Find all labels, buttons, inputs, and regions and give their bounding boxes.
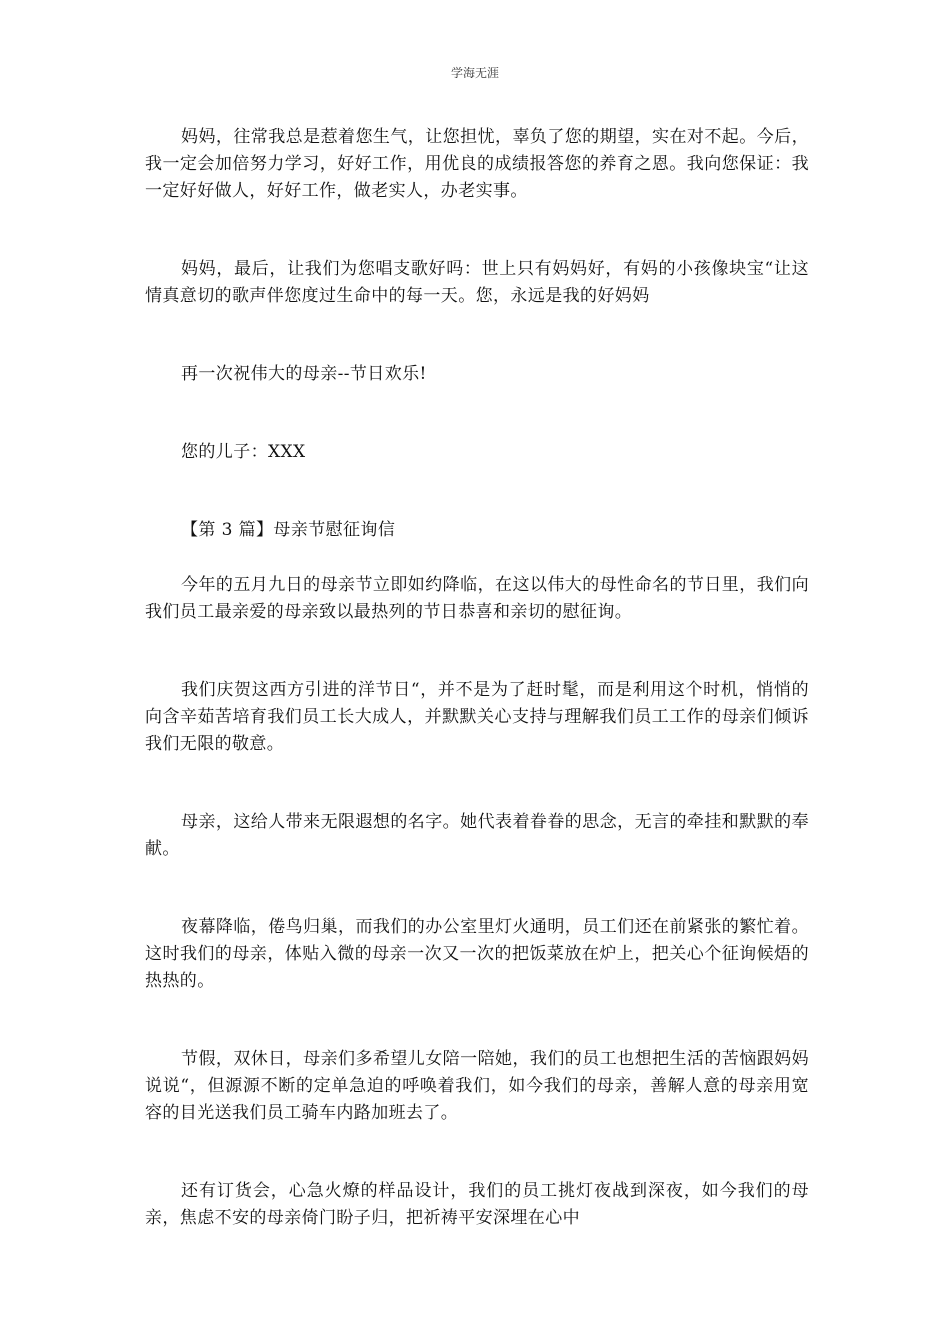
paragraph-signature: 您的儿子：XXX <box>181 442 306 462</box>
paragraph-intro: 今年的五月九日的母亲节立即如约降临，在这以伟大的母性命名的节日里，我们向我们员工最亲爱的母亲致以最热列的节日恭喜和亲切的慰征询。 <box>145 575 809 622</box>
paragraph-greeting: 再一次祝伟大的母亲--节日欢乐! <box>181 364 427 384</box>
paragraph-holidays: 节假，双休日，母亲们多希望儿女陪一陪她，我们的员工也想把生活的苦恼跟妈妈说说“，但源源不断的定单急迫的呼唤着我们，如今我们的母亲，善解人意的母亲用宽容的目光送我们员工骑车内路加班去了。 <box>145 1049 809 1123</box>
page-header: 学海无涯 <box>450 66 499 80</box>
paragraph-nightfall: 夜幕降临，倦鸟归巢，而我们的办公室里灯火通明，员工们还在前紧张的繁忙着。这时我们的母亲，体贴入微的母亲一次又一次的把饭菜放在炉上，把关心个征询候焐的热热的。 <box>145 917 809 991</box>
document-body <box>145 124 809 1232</box>
paragraph-song: 妈妈，最后，让我们为您唱支歌好吗：世上只有妈妈好，有妈的小孩像块宝“让这情真意切的歌声伴您度过生命中的每一天。您，永远是我的好妈妈 <box>145 259 809 306</box>
section-title: 【第 3 篇】母亲节慰征询信 <box>181 520 396 540</box>
paragraph-orders: 还有订货会，心急火燎的样品设计，我们的员工挑灯夜战到深夜，如今我们的母亲，焦虑不安的母亲倚门盼子归，把祈祷平安深埋在心中 <box>145 1181 809 1228</box>
paragraph-celebration: 我们庆贺这西方引进的洋节日“，并不是为了赶时髦，而是利用这个时机，悄悄的向含辛茹苦培育我们员工长大成人，并默默关心支持与理解我们员工工作的母亲们倾诉我们无限的敬意。 <box>145 680 809 754</box>
paragraph-mother-name: 母亲，这给人带来无限遐想的名字。她代表着眷眷的思念，无言的牵挂和默默的奉献。 <box>145 812 809 859</box>
paragraph-apology: 妈妈，往常我总是惹着您生气，让您担忧，辜负了您的期望，实在对不起。今后，我一定会加倍努力学习，好好工作，用优良的成绩报答您的养育之恩。我向您保证：我一定好好做人，好好工作，做老实人，办老实事。 <box>145 127 809 201</box>
